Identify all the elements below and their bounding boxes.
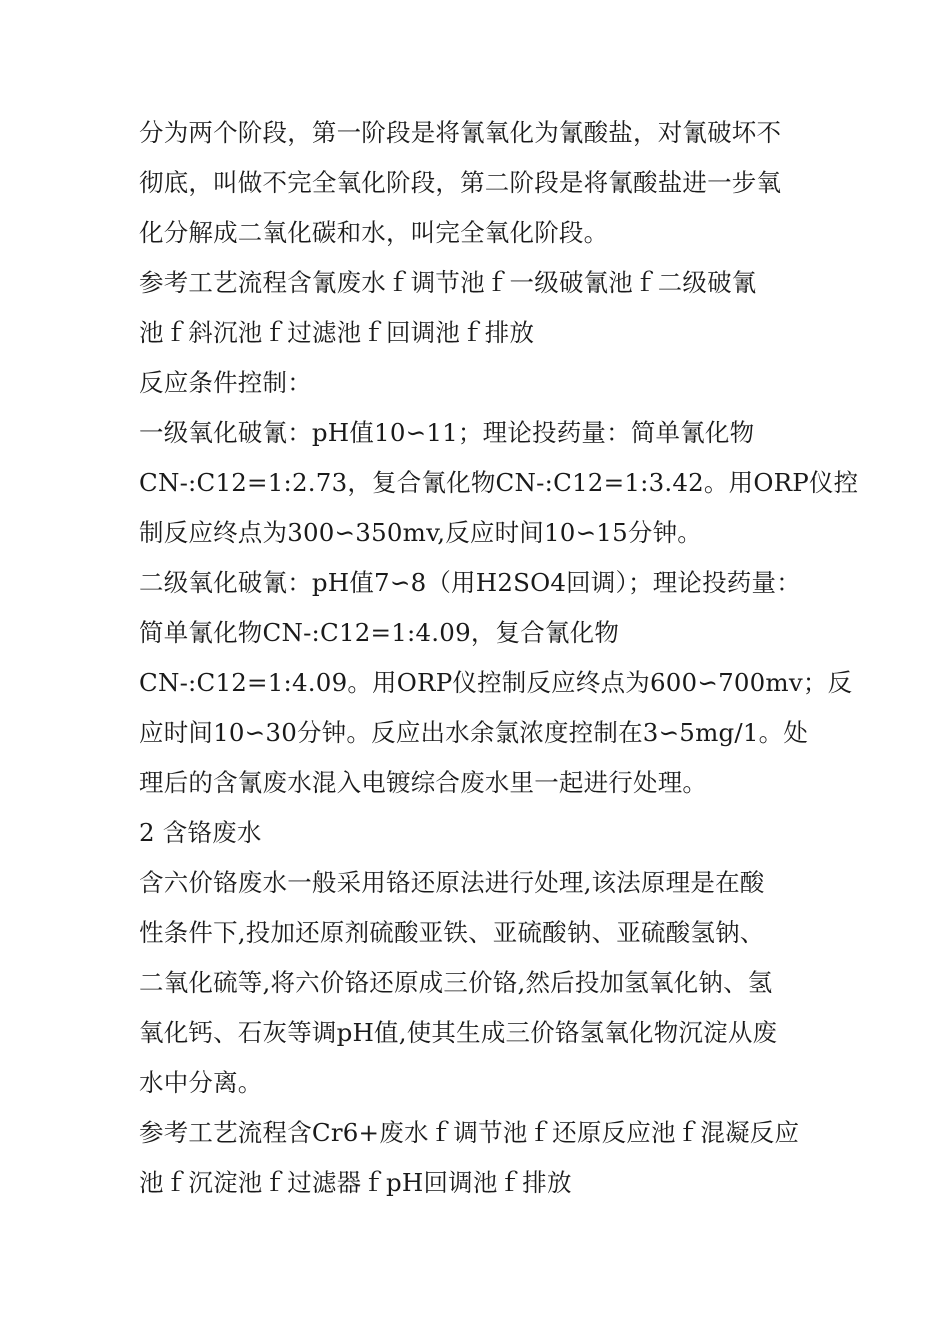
- text-line: 一级氧化破氰：pH值10∽11；理论投药量：简单氰化物: [139, 418, 755, 447]
- text-line: 含六价铬废水一般采用铬还原法进行处理,该法原理是在酸: [139, 868, 765, 897]
- text-line: 应时间10∽30分钟。反应出水余氯浓度控制在3∽5mg/1。处: [139, 718, 809, 747]
- text-line: CN-:C12=1:2.73，复合氰化物CN-:C12=1:3.42。用ORP仪控: [139, 468, 859, 497]
- text-line: 彻底，叫做不完全氧化阶段，第二阶段是将氰酸盐进一步氧: [139, 168, 782, 197]
- text-line: 池ｆ沉淀池ｆ过滤器ｆpH回调池ｆ排放: [139, 1168, 572, 1197]
- text-line: 氧化钙、石灰等调pH值,使其生成三价铬氢氧化物沉淀从废: [139, 1018, 778, 1047]
- text-line: 二氧化硫等,将六价铬还原成三价铬,然后投加氢氧化钠、氢: [139, 968, 773, 997]
- text-line: 二级氧化破氰：pH值7∽8（用H2SO4回调）；理论投药量：: [139, 568, 801, 597]
- text-line: 参考工艺流程含氰废水ｆ调节池ｆ一级破氰池ｆ二级破氰: [139, 268, 757, 297]
- text-line: 化分解成二氧化碳和水，叫完全氧化阶段。: [139, 218, 609, 247]
- text-line: 池ｆ斜沉池ｆ过滤池ｆ回调池ｆ排放: [139, 318, 535, 347]
- section-heading: 2 含铬废水: [139, 818, 262, 847]
- text-line: 分为两个阶段，第一阶段是将氰氧化为氰酸盐，对氰破坏不: [139, 118, 782, 147]
- section-heading: 反应条件控制：: [139, 368, 312, 397]
- text-line: 参考工艺流程含Cr6+废水ｆ调节池ｆ还原反应池ｆ混凝反应: [139, 1118, 800, 1147]
- text-line: 理后的含氰废水混入电镀综合废水里一起进行处理。: [139, 768, 708, 797]
- text-line: 性条件下,投加还原剂硫酸亚铁、亚硫酸钠、亚硫酸氢钠、: [139, 918, 765, 947]
- text-line: 制反应终点为300∽350mv,反应时间10∽15分钟。: [139, 518, 702, 547]
- text-line: CN-:C12=1:4.09。用ORP仪控制反应终点为600∽700mv；反: [139, 668, 853, 697]
- text-line: 简单氰化物CN-:C12=1:4.09，复合氰化物: [139, 618, 620, 647]
- text-line: 水中分离。: [139, 1068, 263, 1097]
